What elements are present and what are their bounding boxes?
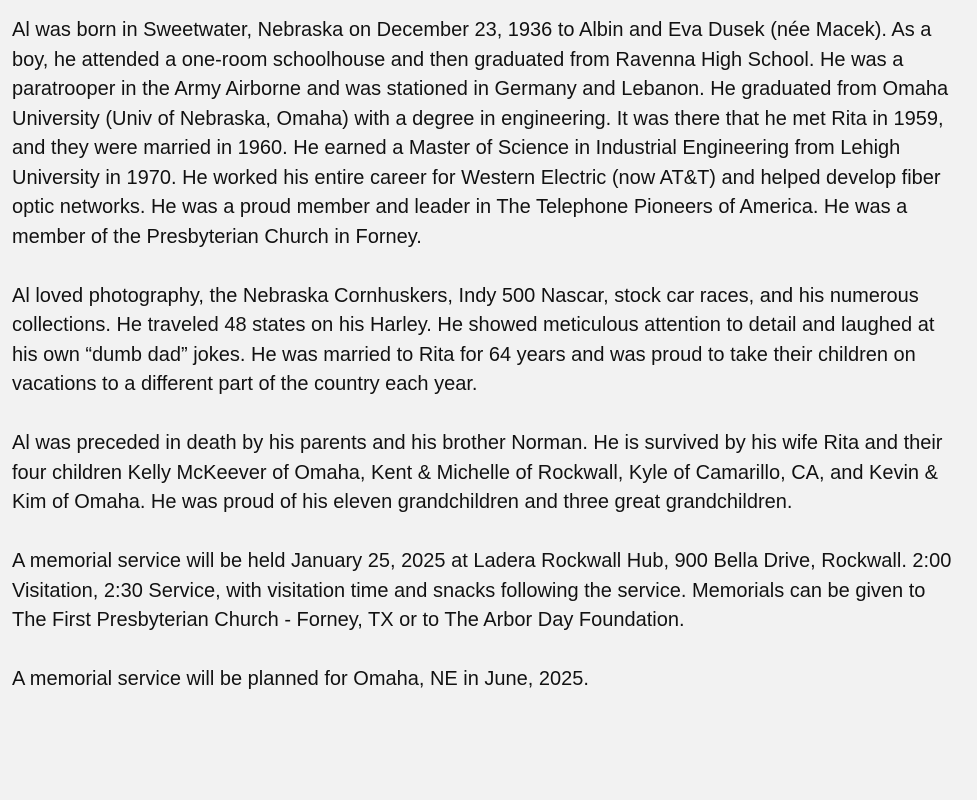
omaha-service-paragraph: A memorial service will be planned for Omaha, NE in June, 2025. [12, 668, 589, 690]
biography-paragraph: Al was born in Sweetwater, Nebraska on December 23, 1936 to Albin and Eva Dusek (née Macek). As a boy, he attended a one-room schoolhouse and then graduated from Ravenna High School. He was a paratrooper in the Army Airborne and was stationed in Germany and Lebanon. He graduated from Omaha University (Univ of Nebraska, Omaha) with a degree in engineering. It was there that he met Rita in 1959, and they were married in 1960. He earned a Master of Science in Industrial Engineering from Lehigh University in 1970. He worked his entire career for Western Electric (now AT&T) and helped develop fiber optic networks. He was a proud member and leader in The Telephone Pioneers of America. He was a member of the Presbyterian Church in Forney. [12, 19, 949, 248]
memorial-service-paragraph: A memorial service will be held January 25, 2025 at Ladera Rockwall Hub, 900 Bella Drive, Rockwall. 2:00 Visitation, 2:30 Service, with visitation time and snacks following the service. Memorials can be given to The First Presbyterian Church - Forney, TX or to The Arbor Day Foundation. [12, 550, 952, 631]
family-paragraph: Al was preceded in death by his parents and his brother Norman. He is survived by his wife Rita and their four children Kelly McKeever of Omaha, Kent & Michelle of Rockwall, Kyle of Camarillo, CA, and Kevin & Kim of Omaha. He was proud of his eleven grandchildren and three great grandchildren. [12, 432, 943, 513]
interests-paragraph: Al loved photography, the Nebraska Cornhuskers, Indy 500 Nascar, stock car races, and his numerous collections. He traveled 48 states on his Harley. He showed meticulous attention to detail and laughed at his own “dumb dad” jokes. He was married to Rita for 64 years and was proud to take their children on vacations to a different part of the country each year. [12, 284, 935, 395]
